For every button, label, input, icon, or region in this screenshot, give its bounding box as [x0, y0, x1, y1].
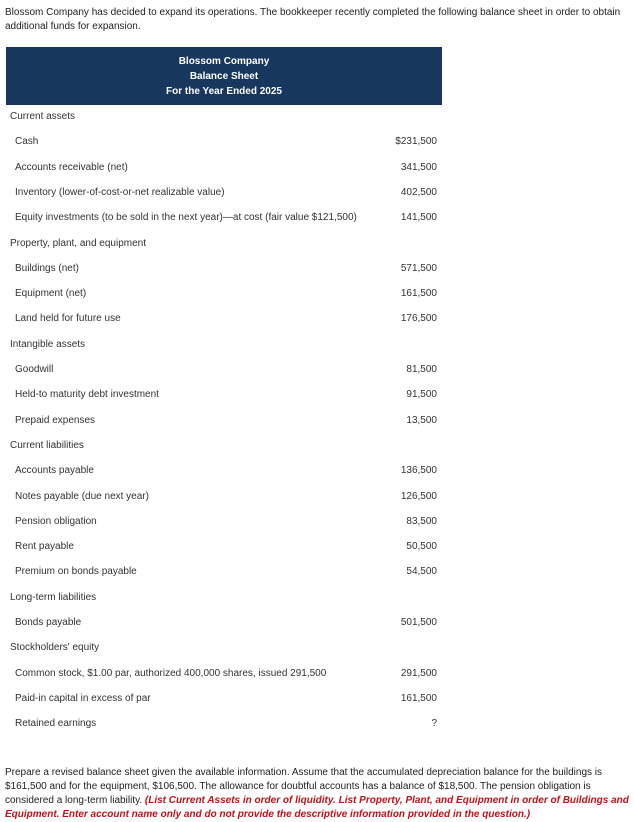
section-label: Intangible assets: [10, 338, 86, 350]
line-item-label: Rent payable: [15, 541, 74, 553]
line-item-label: Equity investments (to be sold in the next year)—at cost (fair value $121,500): [15, 212, 357, 224]
line-item-row: [0, 285, 634, 305]
line-item-row: [0, 614, 634, 634]
line-item-label: Buildings (net): [15, 262, 79, 274]
line-item-label: Held-to maturity debt investment: [15, 389, 159, 401]
section-label: Long-term liabilities: [10, 591, 97, 603]
line-item-row: [0, 665, 634, 685]
line-item-label: Inventory (lower-of-cost-or-net realizable value): [15, 186, 225, 198]
line-item-row: [0, 715, 634, 735]
line-item-amount: 291,500: [400, 667, 437, 679]
line-item-label: Common stock, $1.00 par, authorized 400,000 shares, issued 291,500: [15, 667, 327, 679]
line-item-amount: 13,500: [406, 414, 437, 426]
line-item-row: [0, 462, 634, 482]
line-item-amount: 341,500: [400, 161, 437, 173]
line-item-label: Premium on bonds payable: [15, 566, 137, 578]
section-label: Stockholders' equity: [10, 642, 100, 654]
line-item-row: [0, 538, 634, 558]
line-item-amount: 81,500: [406, 364, 437, 375]
line-item-amount: 571,500: [400, 262, 437, 274]
section-header-row: [0, 437, 634, 457]
line-item-label: Accounts payable: [15, 465, 94, 477]
line-item-row: [0, 361, 634, 381]
company-name: Blossom Company: [178, 55, 270, 67]
line-item-label: Equipment (net): [15, 288, 87, 300]
section-header-row: [0, 235, 634, 255]
balance-sheet-header: [6, 47, 442, 105]
line-item-amount: 136,500: [400, 465, 437, 477]
line-item-amount: $231,500: [395, 136, 437, 148]
section-header-row: [0, 108, 634, 128]
line-item-amount: 54,500: [406, 566, 437, 578]
statement-period: For the Year Ended 2025: [166, 85, 282, 97]
line-item-row: [0, 209, 634, 229]
question-text: [5, 766, 629, 822]
line-item-amount: 161,500: [400, 692, 437, 704]
line-item-amount: 83,500: [406, 515, 437, 527]
line-item-label: Prepaid expenses: [15, 414, 96, 426]
line-item-amount: 141,500: [400, 212, 437, 224]
section-label: Current assets: [10, 111, 76, 122]
line-item-label: Bonds payable: [15, 617, 82, 628]
line-item-row: [0, 513, 634, 533]
line-item-label: Cash: [15, 136, 39, 148]
line-item-amount: ?: [431, 718, 437, 730]
line-item-row: [0, 260, 634, 280]
question-body: Prepare a revised balance sheet given the available information. Assume that the accumulated depreciation balance for the buildings is $161,500 and for the equipment, $106,500. The allowance for doubtful accounts has a balance of $18,500. The pension obligation is considered a long-term liability.: [5, 767, 603, 806]
line-item-row: [0, 133, 634, 153]
line-item-label: Retained earnings: [15, 718, 97, 730]
line-item-amount: 402,500: [400, 186, 437, 198]
line-item-amount: 91,500: [406, 389, 437, 401]
statement-title: Balance Sheet: [189, 70, 259, 82]
line-item-row: [0, 159, 634, 179]
section-header-row: [0, 639, 634, 659]
intro-text: Blossom Company has decided to expand its operations. The bookkeeper recently completed the following balance sheet in order to obtain additional funds for expansion.: [5, 7, 621, 32]
line-item-row: [0, 386, 634, 406]
line-item-amount: 50,500: [406, 541, 437, 553]
section-label: Current liabilities: [10, 439, 84, 451]
section-label: Property, plant, and equipment: [10, 237, 147, 249]
line-item-amount: 126,500: [400, 490, 437, 502]
line-item-row: [0, 184, 634, 204]
line-item-label: Notes payable (due next year): [15, 490, 149, 502]
line-item-amount: 501,500: [400, 617, 437, 628]
line-item-label: Goodwill: [15, 364, 54, 375]
line-item-label: Paid-in capital in excess of par: [15, 692, 151, 704]
section-header-row: [0, 336, 634, 356]
line-item-row: [0, 563, 634, 583]
line-item-amount: 176,500: [400, 313, 437, 325]
question-instruction: (List Current Assets in order of liquidity. List Property, Plant, and Equipment in order of Buildings and Equipment. Enter account name only and do not provide the descriptive information provided in the question.): [5, 795, 629, 820]
line-item-label: Land held for future use: [15, 313, 121, 325]
line-item-row: [0, 310, 634, 330]
line-item-label: Pension obligation: [15, 515, 97, 527]
section-header-row: [0, 589, 634, 609]
line-item-amount: 161,500: [400, 288, 437, 300]
line-item-row: [0, 690, 634, 710]
line-item-row: [0, 412, 634, 432]
line-item-row: [0, 488, 634, 508]
line-item-label: Accounts receivable (net): [15, 161, 128, 173]
